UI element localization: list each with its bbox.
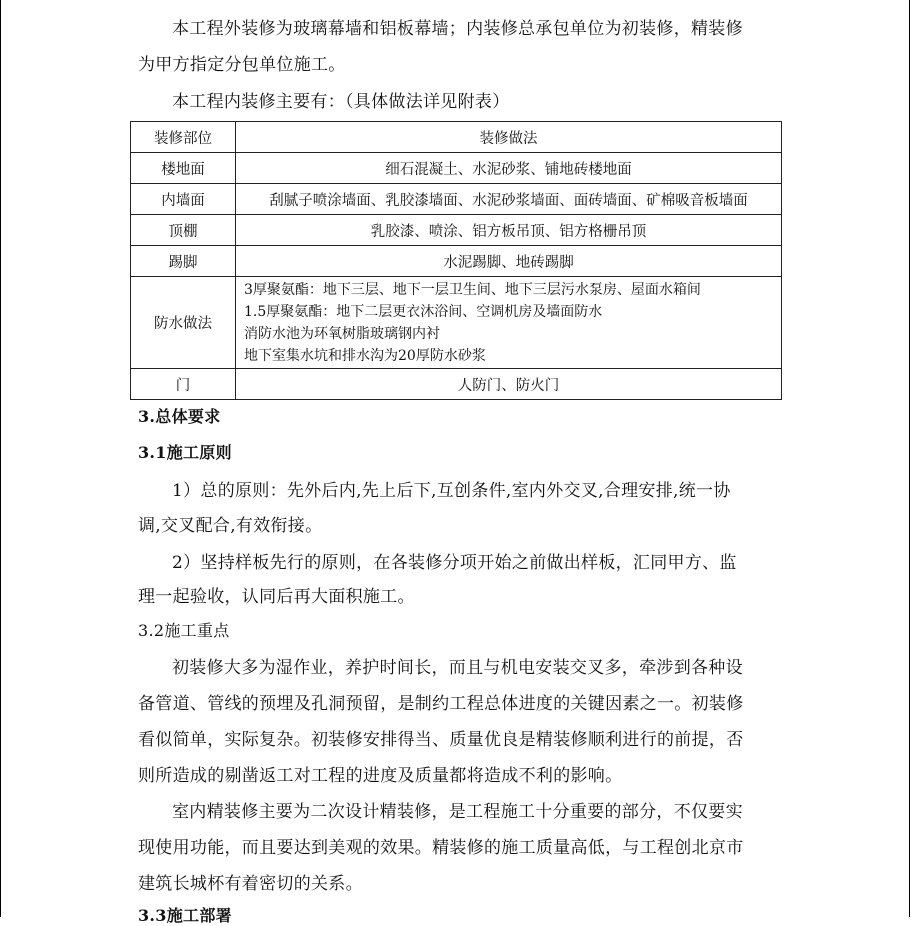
table-row	[131, 184, 782, 215]
table-cell-method: 人防门、防火门	[236, 369, 782, 400]
paragraph-line: 初装修大多为湿作业，养护时间长，而且与机电安装交叉多，牵涉到各种设	[172, 658, 743, 678]
finish-table	[130, 121, 782, 400]
section-heading: 3.2施工重点	[138, 621, 230, 640]
section-heading: 3.3施工部署	[138, 906, 232, 925]
waterproof-line: 地下室集水坑和排水沟为20厚防水砂浆	[244, 347, 486, 364]
page-border-left	[0, 0, 1, 917]
table-cell-part: 防水做法	[131, 277, 236, 369]
table-cell-method	[236, 277, 782, 369]
table-cell-part: 门	[131, 369, 236, 400]
table-cell-part: 顶棚	[131, 215, 236, 246]
table-cell-method: 细石混凝土、水泥砂浆、铺地砖楼地面	[236, 153, 782, 184]
paragraph-line: 为甲方指定分包单位施工。	[138, 55, 346, 75]
waterproof-line: 1.5厚聚氨酯：地下二层更衣沐浴间、空调机房及墙面防水	[244, 303, 603, 320]
paragraph-line: 本工程外装修为玻璃幕墙和铝板幕墙；内装修总承包单位为初装修，精装修	[172, 19, 743, 39]
section-heading: 3.总体要求	[138, 407, 221, 426]
table-cell-part: 楼地面	[131, 153, 236, 184]
waterproof-line: 3厚聚氨酯：地下三层、地下一层卫生间、地下三层污水泵房、屋面水箱间	[244, 281, 701, 298]
table-row	[131, 153, 782, 184]
paragraph-line: 室内精装修主要为二次设计精装修，是工程施工十分重要的部分，不仅要实	[172, 802, 743, 822]
paragraph-line: 建筑长城杯有着密切的关系。	[138, 874, 363, 894]
paragraph-line: 则所造成的剔凿返工对工程的进度及质量都将造成不利的影响。	[138, 766, 623, 786]
paragraph-line: 理一起验收，认同后再大面积施工。	[138, 587, 415, 607]
table-cell-method: 刮腻子喷涂墙面、乳胶漆墙面、水泥砂浆墙面、面砖墙面、矿棉吸音板墙面	[236, 184, 782, 215]
paragraph-line: 1）总的原则：先外后内,先上后下,互创条件,室内外交叉,合理安排,统一协	[172, 481, 731, 501]
table-cell-part: 内墙面	[131, 184, 236, 215]
table-row	[131, 215, 782, 246]
paragraph-line: 2）坚持样板先行的原则，在各装修分项开始之前做出样板，汇同甲方、监	[172, 553, 737, 573]
waterproof-line: 消防水池为环氧树脂玻璃钢内衬	[244, 325, 440, 342]
table-header-cell: 装修做法	[236, 122, 782, 153]
table-cell-part: 踢脚	[131, 246, 236, 277]
paragraph-line: 看似简单，实际复杂。初装修安排得当、质量优良是精装修顺利进行的前提，否	[138, 730, 744, 750]
table-cell-method: 乳胶漆、喷涂、铝方板吊顶、铝方格栅吊顶	[236, 215, 782, 246]
page-border-right	[909, 0, 910, 917]
table-header-row	[131, 122, 782, 153]
paragraph-line: 现使用功能，而且要达到美观的效果。精装修的施工质量高低，与工程创北京市	[138, 838, 744, 858]
paragraph-line: 本工程内装修主要有：（具体做法详见附表）	[172, 92, 510, 112]
section-heading: 3.1施工原则	[138, 443, 232, 462]
paragraph-line: 调,交叉配合,有效衔接。	[138, 516, 323, 536]
table-row	[131, 277, 782, 369]
table-cell-method: 水泥踢脚、地砖踢脚	[236, 246, 782, 277]
table-header-cell: 装修部位	[131, 122, 236, 153]
paragraph-line: 备管道、管线的预埋及孔洞预留，是制约工程总体进度的关键因素之一。初装修	[138, 694, 744, 714]
table-row	[131, 246, 782, 277]
table-row	[131, 369, 782, 400]
